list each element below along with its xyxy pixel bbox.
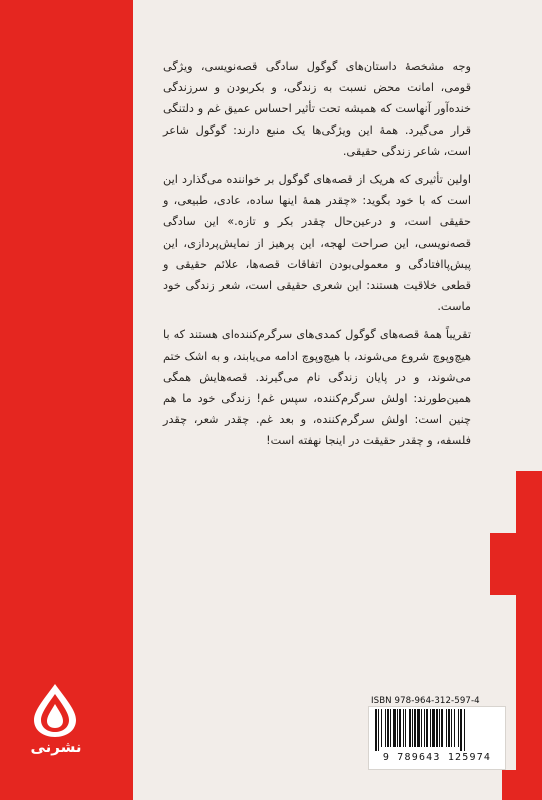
barcode-bar xyxy=(446,709,447,747)
barcode-bar xyxy=(448,709,450,747)
publisher-name: نشرنی xyxy=(30,738,82,756)
barcode-bar xyxy=(426,709,428,747)
barcode-bar xyxy=(464,709,465,751)
red-left-band xyxy=(0,0,133,800)
barcode-bars xyxy=(375,709,499,751)
barcode-bar xyxy=(441,709,443,747)
barcode-bar xyxy=(439,709,440,747)
barcode-bar xyxy=(390,709,391,747)
barcode xyxy=(368,706,506,770)
barcode-bar xyxy=(399,709,401,747)
barcode-bar xyxy=(409,709,411,747)
red-right-bar xyxy=(516,595,542,770)
barcode-bar xyxy=(460,709,462,751)
blurb-paragraph: وجه مشخصهٔ داستان‌های گوگول سادگی قصه‌نویسی، ویژگی قومی، امانت محض نسبت به زندگی، و بکربودن و سرزندگی خنده‌آور آنهاست که همیشه تحت تأثیر احساس عمیق غم و دلتنگی قرار می‌گیرد. همهٔ این ویژگی‌ها یک منبع دارند: گوگول شاعر است، شاعر زندگی حقیقی. xyxy=(163,60,471,158)
barcode-bar xyxy=(454,709,455,747)
blurb-paragraph: تقریباً همهٔ قصه‌های گوگول کمدی‌های سرگرم‌کننده‌ای هستند که با هیچ‌وپوچ شروع می‌شوند، با هیچ‌وپوچ ادامه می‌یابند، و به اشک ختم می‌شوند، و در پایان زندگی نام می‌گیرند. قصه‌هایش همگی همین‌طورند: اولش سرگرم‌کننده، سپس غم! زندگی خود ما هم چنین است: اولش سرگرم‌کننده، و بعد غم. چقدر شعر، چقدر فلسفه، و چقدر حقیقت در اینجا نهفته است! xyxy=(163,328,471,448)
barcode-bar xyxy=(458,709,459,747)
red-right-bar xyxy=(516,471,542,533)
barcode-bar xyxy=(421,709,422,747)
barcode-bar xyxy=(387,709,389,747)
barcode-bar xyxy=(412,709,413,747)
barcode-bar xyxy=(424,709,425,747)
barcode-bar xyxy=(375,709,377,751)
barcode-bar xyxy=(405,709,406,747)
blurb-paragraph: اولین تأثیری که هریک از قصه‌های گوگول بر خواننده می‌گذارد این است که با خود بگوید: «چقدر همهٔ اینها ساده، عادی، طبیعی، و حقیقی است، و درعین‌حال چقدر بکر و تازه.» این سادگی قصه‌نویسی، این صراحت لهجه، این پرهیز از نمایش‌پردازی، این پیش‌پاافتادگی و معمولی‌بودن اتفاقات قصه‌ها، علائم حقیقی و قطعی خلاقیت هستند: این شعری حقیقی است، شعر زندگی خود ماست. xyxy=(163,173,471,314)
barcode-bar xyxy=(378,709,379,751)
red-right-bar xyxy=(490,533,542,595)
barcode-bar xyxy=(436,709,438,747)
barcode-bar xyxy=(381,709,382,747)
barcode-digits: 9 789643 125974 xyxy=(382,752,492,763)
back-cover-blurb xyxy=(163,56,471,459)
barcode-bar xyxy=(417,709,420,747)
isbn-label: ISBN 978-964-312-597-4 xyxy=(371,696,480,706)
red-right-bar xyxy=(502,770,542,800)
barcode-bar xyxy=(430,709,431,747)
barcode-bar xyxy=(432,709,435,747)
barcode-bar xyxy=(393,709,396,747)
barcode-bar xyxy=(414,709,416,747)
barcode-bar xyxy=(397,709,398,747)
barcode-bar xyxy=(403,709,404,747)
barcode-bar xyxy=(385,709,386,747)
barcode-bar xyxy=(451,709,452,747)
